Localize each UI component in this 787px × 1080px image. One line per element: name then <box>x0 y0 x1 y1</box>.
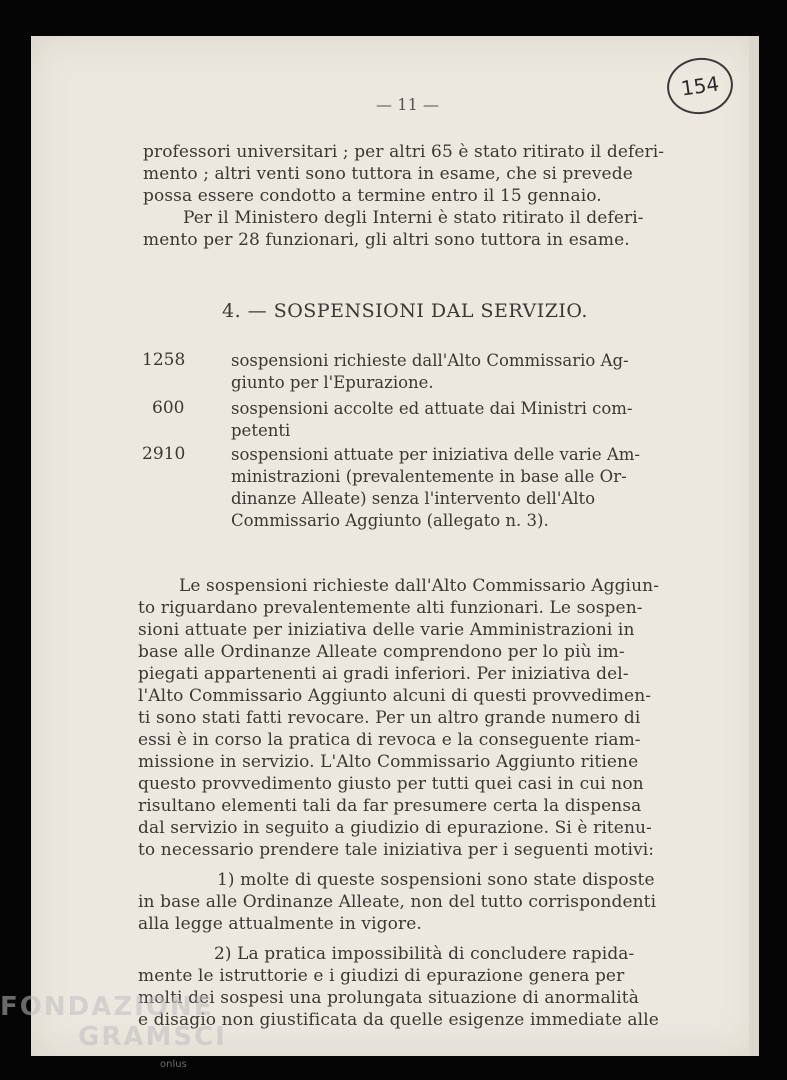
fondazione-gramsci-watermark <box>0 992 227 1070</box>
item-number: 1258 <box>142 350 186 370</box>
watermark-line: GRAMSCI <box>78 1022 227 1052</box>
body-line: e disagio non giustificata da quelle esigenze immediate alle <box>138 1010 659 1030</box>
intro-line: Per il Ministero degli Interni è stato ritirato il deferi- <box>183 208 644 228</box>
body-line: base alle Ordinanze Alleate comprendono per lo più im- <box>138 642 625 662</box>
body-line: sioni attuate per iniziativa delle varie Amministrazioni in <box>138 620 635 640</box>
body-line: 1) molte di queste sospensioni sono state disposte <box>217 870 655 890</box>
body-line: missione in servizio. L'Alto Commissario Aggiunto ritiene <box>138 752 639 772</box>
body-line: 2) La pratica impossibilità di concludere rapida- <box>214 944 635 964</box>
section-heading: 4. — SOSPENSIONI DAL SERVIZIO. <box>222 300 588 322</box>
watermark-line: FONDAZIONE <box>0 992 214 1022</box>
page-edge <box>749 36 759 1056</box>
item-text: sospensioni attuate per iniziativa delle varie Am- ministrazioni (prevalentemente in base alle Or- dinanze Alleate) senza l'intervento dell'Alto Commissario Aggiunto (allegato n. 3). <box>231 445 640 530</box>
body-line: alla legge attualmente in vigore. <box>138 914 422 934</box>
body-line: Le sospensioni richieste dall'Alto Commissario Aggiun- <box>179 576 660 596</box>
archive-stamp: 154 <box>663 54 736 119</box>
body-line: l'Alto Commissario Aggiunto alcuni di questi provvedimen- <box>138 686 652 706</box>
page-number: — 11 — <box>376 95 440 114</box>
body-line: to necessario prendere tale iniziativa per i seguenti motivi: <box>138 840 655 860</box>
body-line: to riguardano prevalentemente alti funzionari. Le sospen- <box>138 598 643 618</box>
item-number: 600 <box>152 398 185 418</box>
item-text: sospensioni accolte ed attuate dai Ministri com- petenti <box>231 399 633 440</box>
intro-line: mento per 28 funzionari, gli altri sono tuttora in esame. <box>143 230 630 250</box>
intro-line: professori universitari ; per altri 65 è stato ritirato il deferi- <box>143 142 665 162</box>
body-line: essi è in corso la pratica di revoca e la conseguente riam- <box>138 730 641 750</box>
intro-line: mento ; altri venti sono tuttora in esame, che si prevede <box>143 164 633 184</box>
body-line: ti sono stati fatti revocare. Per un altro grande numero di <box>138 708 641 728</box>
item-text: sospensioni richieste dall'Alto Commissario Ag- giunto per l'Epurazione. <box>231 351 629 392</box>
body-line: dal servizio in seguito a giudizio di epurazione. Si è ritenu- <box>138 818 652 838</box>
body-line: risultano elementi tali da far presumere certa la dispensa <box>138 796 642 816</box>
body-line: questo provvedimento giusto per tutti quei casi in cui non <box>138 774 644 794</box>
body-line: molti dei sospesi una prolungata situazione di anormalità <box>138 988 639 1008</box>
body-line: in base alle Ordinanze Alleate, non del tutto corrispondenti <box>138 892 657 912</box>
item-number: 2910 <box>142 444 186 464</box>
body-line: piegati appartenenti ai gradi inferiori. Per iniziativa del- <box>138 664 629 684</box>
intro-line: possa essere condotto a termine entro il 15 gennaio. <box>143 186 602 206</box>
watermark-line: onlus <box>160 1059 187 1070</box>
body-line: mente le istruttorie e i giudizi di epurazione genera per <box>138 966 625 986</box>
